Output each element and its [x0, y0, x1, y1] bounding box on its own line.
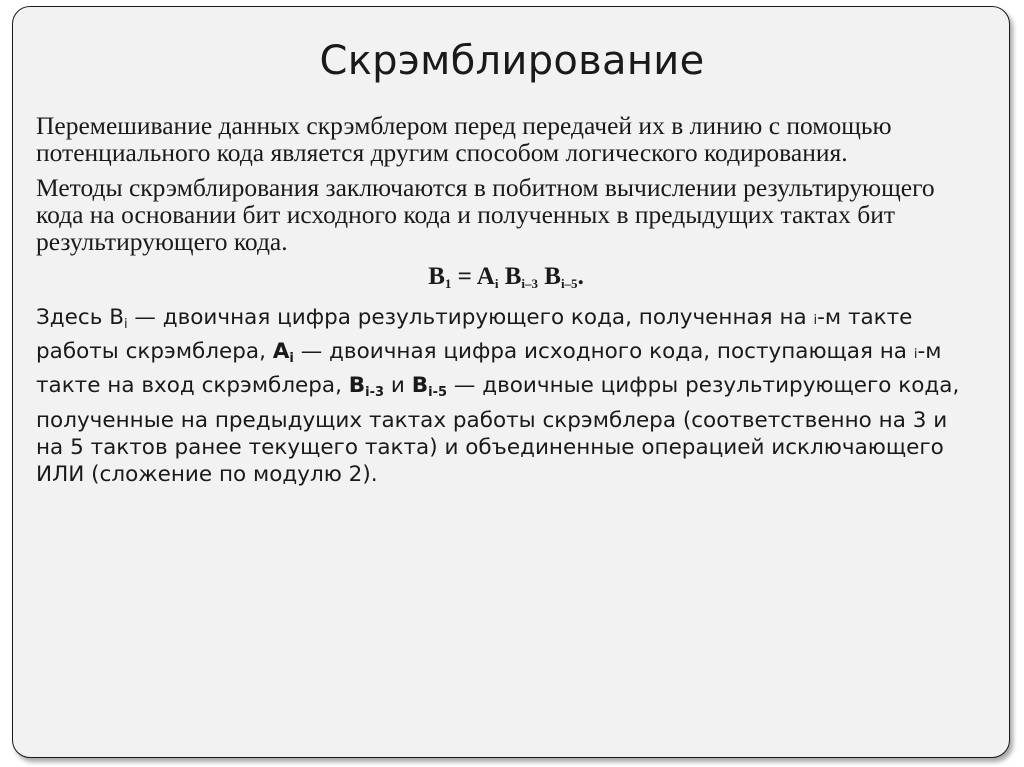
formula-term-b5-sub: i–5	[560, 276, 578, 291]
expl-text-4: — двоичная цифра исходного кода, поступающая на	[293, 339, 914, 365]
expl-and: и	[384, 373, 412, 399]
expl-text-1-sub: i	[123, 317, 128, 332]
formula-term-b3-sub: i–3	[521, 276, 538, 291]
expl-text-5: -м такте на вход скрэмблера,	[36, 339, 942, 399]
expl-symbol-b5-sub	[428, 385, 447, 400]
expl-symbol-b5-sub-text: i-5	[428, 385, 448, 401]
formula-lhs-sub: 1	[444, 276, 452, 291]
expl-symbol-b3-sub-text: i-3	[365, 385, 385, 401]
paragraph-formula-explanation	[36, 304, 976, 488]
formula-lhs: B	[428, 263, 445, 290]
expl-index-i-1: i	[813, 313, 818, 328]
expl-symbol-a-sub-text: i	[289, 351, 294, 367]
expl-text-2: — двоичная цифра результирующего кода, полученная на	[127, 305, 814, 330]
formula-term-a: A	[476, 263, 495, 290]
expl-text-6: — двоичные цифры результирующего кода, полученные на предыдущих тактах работы скрэмблера (соответственно на 3 и на 5 тактов ранее текущего такта) и объединенные операцией исключающего ИЛИ (сложение по модулю 2).	[36, 373, 960, 488]
formula-term-b5: B	[544, 263, 561, 290]
expl-symbol-b5: B	[411, 373, 429, 399]
formula-end: .	[577, 263, 584, 290]
expl-symbol-b3-sub	[365, 385, 384, 400]
slide-body	[36, 112, 976, 488]
expl-text-1: Здесь B	[36, 305, 124, 330]
formula-term-b3: B	[504, 263, 522, 290]
expl-text-3: -м такте работы скрэмблера,	[36, 305, 913, 365]
paragraph-scrambling-methods: Методы скрэмблирования заключаются в побитном вычислении результирующего кода на основании бит исходного кода и полученных в предыдущих тактах бит результирующего кода.	[36, 173, 935, 256]
formula-equals: =	[451, 263, 477, 290]
slide-title: Скрэмблирование	[319, 38, 705, 84]
scrambler-formula	[36, 263, 976, 298]
expl-symbol-a: A	[272, 339, 290, 365]
paragraph-scrambling-intro: Перемешивание данных скрэмблером перед передачей их в линию с помощью потенциального кода является другим способом логического кодирования.	[36, 111, 892, 167]
expl-index-i-2: i	[913, 347, 918, 363]
formula-term-a-sub: i	[494, 276, 499, 291]
expl-symbol-b3: B	[348, 373, 366, 399]
